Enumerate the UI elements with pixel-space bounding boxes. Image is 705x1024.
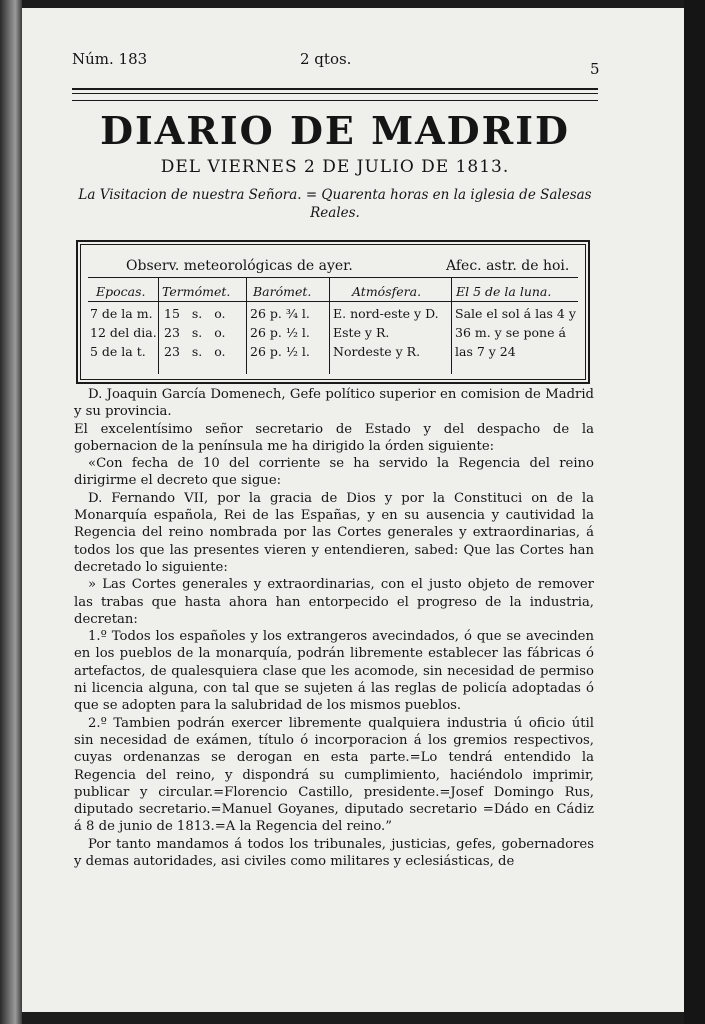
- paragraph: «Con fecha de 10 del corriente se ha servido la Regencia del reino dirigirme el decreto que sigue:: [74, 456, 594, 489]
- header-rule-thin: [72, 100, 598, 101]
- weather-heading: Observ. meteorológicas de ayer.: [126, 258, 353, 274]
- paragraph: D. Joaquin García Domenech, Gefe político superior en comision de Madrid y su provincia.: [74, 387, 594, 420]
- page-gutter: [0, 0, 22, 1024]
- paragraph: Por tanto mandamos á todos los tribunales, justicias, gefes, gobernadores y demas autoridades, asi civiles como militares y eclesiásticas, de: [74, 836, 594, 870]
- row-baro: 26 p. ½ l.: [250, 344, 310, 359]
- header-rule-top: [72, 88, 598, 90]
- row-term: 23 s. o.: [164, 325, 226, 340]
- paragraph: 2.º Tambien podrán exercer libremente qualquiera industria ú oficio útil sin necesidad de exámen, título ó incorporacion á los gremios respectivos, cuyas ordenanzas se derogan en esta parte.=Lo tendrá entendido la Regencia del reino, y dispondrá su cumplimiento, haciéndolo imprimir, publicar y circular.=Florencio Castillo, presidente.=Josef Domingo Rus, diputado secretario.=Manuel Goyanes, diputado secretario =Dádo en Cádiz á 8 de junio de 1813.=A la Regencia del reino.”: [74, 715, 594, 835]
- col-luna: El 5 de la luna.: [456, 284, 552, 299]
- row-epoca: 7 de la m.: [90, 306, 153, 321]
- row-epoca: 5 de la t.: [90, 344, 146, 359]
- table-rule-2: [88, 301, 578, 302]
- paragraph: 1.º Todos los españoles y los extrangeros avecindados, ó que se avecinden en los pueblos de la monarquía, podrán libremente establecer las fábricas ó artefactos, de qualesquiera clase que les acomode, sin necesidad de permiso ni licencia alguna, con tal que se sujeten á las reglas de policía adoptadas ó que se adopten para la salubridad de los mismos pueblos.: [74, 629, 594, 714]
- table-divider: [158, 278, 159, 374]
- col-epocas: Epocas.: [96, 284, 146, 299]
- paragraph: El excelentísimo señor secretario de Estado y del despacho de la gobernacion de la península me ha dirigido la órden siguiente:: [74, 421, 594, 454]
- row-atm: Nordeste y R.: [333, 344, 421, 359]
- astro-heading: Afec. astr. de hoi.: [446, 258, 570, 274]
- row-atm: E. nord-este y D.: [333, 306, 439, 321]
- article-body: [74, 386, 594, 870]
- col-termometro: Termómet.: [162, 284, 231, 299]
- row-term: 23 s. o.: [164, 344, 226, 359]
- paragraph: » Las Cortes generales y extraordinarias, con el justo objeto de remover las trabas que hasta ahora han entorpecido el progreso de la industria, decretan:: [74, 577, 594, 627]
- row-atm: Este y R.: [333, 325, 390, 340]
- row-baro: 26 p. ¾ l.: [250, 306, 310, 321]
- col-barometro: Barómet.: [253, 284, 312, 299]
- row-baro: 26 p. ½ l.: [250, 325, 310, 340]
- newspaper-title: DIARIO DE MADRID: [100, 108, 570, 153]
- feast-day-line: La Visitacion de nuestra Señora. = Quarenta horas en la iglesia de Salesas Reales.: [78, 187, 592, 221]
- header-rule-bottom: [72, 93, 598, 94]
- paragraph: D. Fernando VII, por la gracia de Dios y por la Constituci on de la Monarquía española, Rei de las Españas, y en su ausencia y cautividad la Regencia del reino nombrada por las Cortes generales y extraordinarias, á todos los que las presentes vieren y entendieren, sabed: Que las Cortes han decretado lo siguiente:: [74, 490, 594, 575]
- issue-date: DEL VIERNES 2 DE JULIO DE 1813.: [160, 157, 510, 177]
- table-divider: [329, 278, 330, 374]
- row-term: 15 s. o.: [164, 306, 226, 321]
- page-number: 5: [590, 60, 600, 78]
- table-rule-1: [88, 277, 578, 278]
- sun-times: Sale el sol á las 4 y 36 m. y se pone á las 7 y 24: [455, 306, 576, 359]
- issue-number: Núm. 183: [72, 50, 148, 68]
- row-epoca: 12 del dia.: [90, 325, 157, 340]
- table-divider: [246, 278, 247, 374]
- scan-edge: [684, 0, 705, 1024]
- col-atmosfera: Atmósfera.: [352, 284, 422, 299]
- issue-price: 2 qtos.: [300, 50, 352, 68]
- table-divider: [451, 278, 452, 374]
